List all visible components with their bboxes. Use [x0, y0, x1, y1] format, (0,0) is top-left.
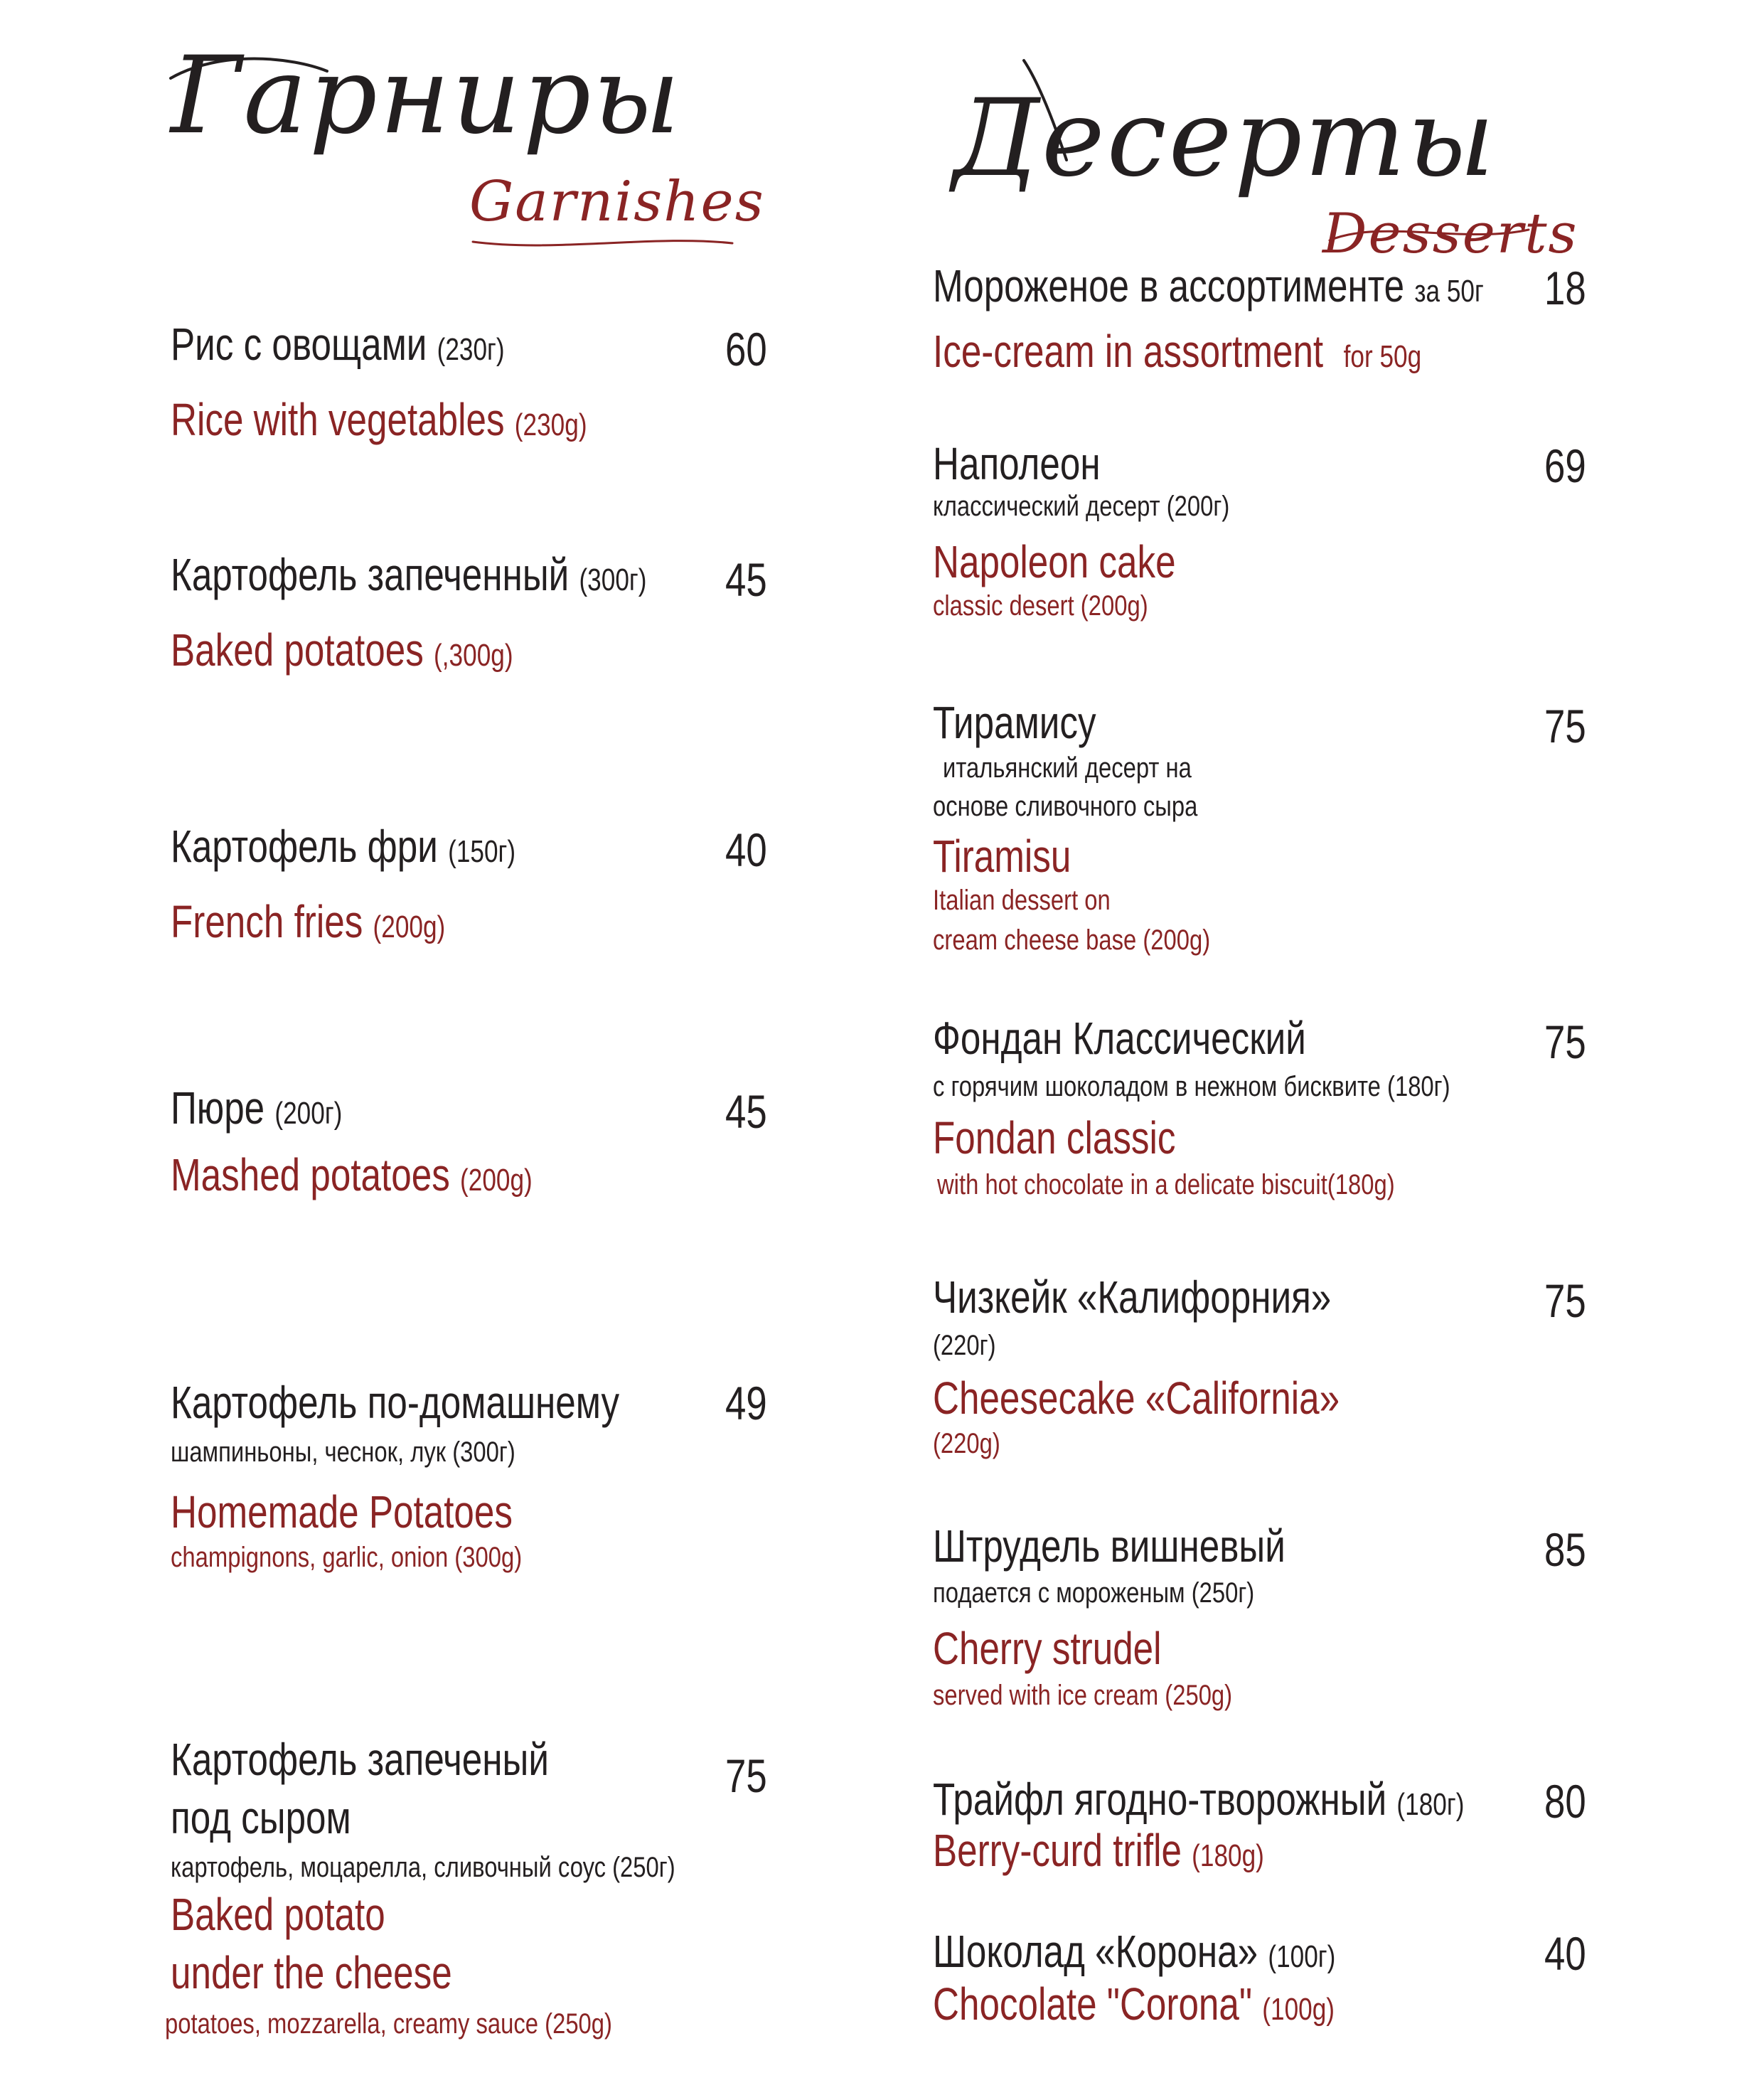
- dish-price: 80: [1544, 1775, 1586, 1828]
- dish-name-ru: Фондан Классический: [933, 1013, 1306, 1064]
- dish-desc-ru-line1: итальянский десерт на: [943, 752, 1192, 784]
- dish-desc-en-line1: Italian dessert on: [933, 885, 1111, 916]
- desserts-title-en: Desserts: [1322, 202, 1578, 266]
- garnishes-title-ru: Гарниры: [171, 34, 683, 158]
- dish-desc-ru: подается с мороженым (250г): [933, 1577, 1255, 1609]
- dish-name-en: Berry-curd trifle (180g): [933, 1825, 1264, 1876]
- dish-name-en: Fondan classic: [933, 1112, 1176, 1163]
- dish-name-en-line2: under the cheese: [171, 1947, 452, 1998]
- dish-price: 75: [1544, 1016, 1586, 1068]
- dish-desc-en-line2: cream cheese base (200g): [933, 924, 1211, 956]
- dish-name-en: Homemade Potatoes: [171, 1486, 513, 1537]
- dish-price: 18: [1544, 262, 1586, 314]
- dish-name-en: Cherry strudel: [933, 1623, 1162, 1674]
- dish-name-ru: Пюре (200г): [171, 1082, 343, 1134]
- dish-name-ru: Шоколад «Корона» (100г): [933, 1926, 1336, 1977]
- dish-name-ru: Тирамису: [933, 697, 1096, 748]
- dish-name-en: Tiramisu: [933, 831, 1071, 882]
- dish-name-ru: Наполеон: [933, 438, 1101, 489]
- dish-name-ru-line1: Картофель запеченый: [171, 1734, 549, 1785]
- dish-name-en: Cheesecake «California»: [933, 1373, 1340, 1424]
- desserts-en-flourish: [1322, 191, 1536, 255]
- dish-price: 69: [1544, 439, 1586, 492]
- dish-price: 40: [725, 824, 767, 876]
- dish-desc-en: champignons, garlic, onion (300g): [171, 1542, 523, 1573]
- dish-desc-ru-line2: основе сливочного сыра: [933, 791, 1198, 822]
- dish-price: 75: [1544, 700, 1586, 752]
- dish-desc-ru: шампиньоны, чеснок, лук (300г): [171, 1437, 515, 1468]
- dish-name-ru: Чизкейк «Калифорния»: [933, 1272, 1332, 1323]
- dish-price: 75: [1544, 1274, 1586, 1327]
- dish-name-en: Chocolate "Corona" (100g): [933, 1978, 1335, 2030]
- dish-name-en: Napoleon cake: [933, 536, 1176, 587]
- dish-name-ru: Штрудель вишневый: [933, 1520, 1285, 1572]
- dish-desc-en: (220g): [933, 1428, 1000, 1459]
- dish-price: 45: [725, 1085, 767, 1138]
- dish-name-ru: Мороженое в ассортименте за 50г: [933, 260, 1484, 311]
- garnishes-en-flourish: [469, 235, 739, 256]
- dish-name-en: Ice-cream in assortment for 50g: [933, 326, 1422, 377]
- dish-desc-ru: (220г): [933, 1330, 996, 1361]
- dish-price: 75: [725, 1749, 767, 1802]
- dish-price: 85: [1544, 1523, 1586, 1576]
- dish-price: 40: [1544, 1927, 1586, 1980]
- dish-desc-ru: классический десерт (200г): [933, 491, 1230, 522]
- dish-name-ru: Картофель по-домашнему: [171, 1377, 620, 1428]
- dish-name-en: Baked potatoes (,300g): [171, 624, 513, 676]
- dish-name-ru-line2: под сыром: [171, 1792, 351, 1843]
- dish-desc-en: classic desert (200g): [933, 590, 1148, 622]
- dish-name-en-line1: Baked potato: [171, 1889, 385, 1940]
- dish-name-ru: Трайфл ягодно-творожный (180г): [933, 1774, 1465, 1825]
- desserts-title-flourish: [995, 53, 1138, 181]
- dish-name-ru: Картофель фри (150г): [171, 821, 516, 872]
- dish-name-en: French fries (200g): [171, 896, 446, 947]
- dish-name-en: Rice with vegetables (230g): [171, 394, 587, 445]
- dish-price: 60: [725, 323, 767, 375]
- dish-desc-en: with hot chocolate in a delicate biscuit(180g): [937, 1169, 1395, 1200]
- garnishes-title-flourish: [164, 50, 562, 178]
- desserts-title-ru: Десерты: [953, 77, 1497, 201]
- dish-desc-en: potatoes, mozzarella, creamy sauce (250g): [165, 2008, 612, 2040]
- dish-desc-ru: картофель, моцарелла, сливочный соус (250г): [171, 1852, 675, 1883]
- dish-name-ru: Картофель запеченный (300г): [171, 549, 647, 600]
- dish-desc-en: served with ice cream (250g): [933, 1680, 1233, 1711]
- dish-price: 45: [725, 553, 767, 606]
- garnishes-title-en: Garnishes: [469, 170, 765, 234]
- dish-desc-ru: с горячим шоколадом в нежном бисквите (180г): [933, 1071, 1450, 1102]
- dish-name-en: Mashed potatoes (200g): [171, 1149, 533, 1200]
- dish-name-ru: Рис с овощами (230г): [171, 319, 505, 370]
- dish-price: 49: [725, 1377, 767, 1429]
